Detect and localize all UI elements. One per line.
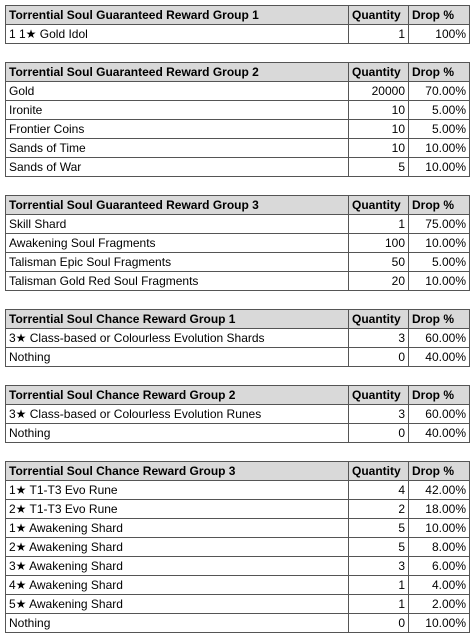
item-quantity: 1 — [349, 595, 409, 614]
item-name: 2★ T1-T3 Evo Rune — [6, 500, 349, 519]
item-name: Skill Shard — [6, 215, 349, 234]
drop-header: Drop % — [409, 196, 470, 215]
quantity-header: Quantity — [349, 63, 409, 82]
item-quantity: 5 — [349, 538, 409, 557]
item-name: Gold — [6, 82, 349, 101]
reward-table-guaranteed-3 — [5, 195, 470, 291]
item-name: Nothing — [6, 348, 349, 367]
table-row — [6, 272, 470, 291]
table-header-row — [6, 310, 470, 329]
table-row — [6, 234, 470, 253]
reward-table-chance-2 — [5, 385, 470, 443]
item-name: Awakening Soul Fragments — [6, 234, 349, 253]
item-name: 3★ Class-based or Colourless Evolution Runes — [6, 405, 349, 424]
item-name: 3★ Awakening Shard — [6, 557, 349, 576]
item-quantity: 3 — [349, 405, 409, 424]
quantity-header: Quantity — [349, 310, 409, 329]
item-name: 5★ Awakening Shard — [6, 595, 349, 614]
table-header-row — [6, 63, 470, 82]
drop-header: Drop % — [409, 386, 470, 405]
item-quantity: 20 — [349, 272, 409, 291]
item-quantity: 1 — [349, 215, 409, 234]
item-name: 2★ Awakening Shard — [6, 538, 349, 557]
table-row — [6, 120, 470, 139]
item-quantity: 4 — [349, 481, 409, 500]
table-header-row — [6, 6, 470, 25]
item-quantity: 0 — [349, 424, 409, 443]
item-drop-rate: 70.00% — [409, 82, 470, 101]
item-drop-rate: 10.00% — [409, 272, 470, 291]
item-quantity: 20000 — [349, 82, 409, 101]
table-row — [6, 348, 470, 367]
item-quantity: 5 — [349, 519, 409, 538]
item-drop-rate: 5.00% — [409, 253, 470, 272]
item-name: Nothing — [6, 424, 349, 443]
item-drop-rate: 10.00% — [409, 614, 470, 633]
item-drop-rate: 18.00% — [409, 500, 470, 519]
table-row — [6, 253, 470, 272]
table-row — [6, 595, 470, 614]
item-drop-rate: 10.00% — [409, 519, 470, 538]
table-row — [6, 481, 470, 500]
table-title: Torrential Soul Chance Reward Group 1 — [6, 310, 349, 329]
item-quantity: 3 — [349, 329, 409, 348]
item-drop-rate: 4.00% — [409, 576, 470, 595]
item-name: 1★ Awakening Shard — [6, 519, 349, 538]
item-drop-rate: 100% — [409, 25, 470, 44]
item-drop-rate: 10.00% — [409, 139, 470, 158]
item-quantity: 1 — [349, 576, 409, 595]
item-quantity: 10 — [349, 120, 409, 139]
drop-header: Drop % — [409, 310, 470, 329]
item-name: Talisman Gold Red Soul Fragments — [6, 272, 349, 291]
item-drop-rate: 40.00% — [409, 424, 470, 443]
item-name: 1★ T1-T3 Evo Rune — [6, 481, 349, 500]
item-drop-rate: 42.00% — [409, 481, 470, 500]
item-name: 1 1★ Gold Idol — [6, 25, 349, 44]
table-title: Torrential Soul Guaranteed Reward Group 2 — [6, 63, 349, 82]
drop-header: Drop % — [409, 63, 470, 82]
item-quantity: 3 — [349, 557, 409, 576]
drop-header: Drop % — [409, 6, 470, 25]
table-row — [6, 557, 470, 576]
reward-table-chance-1 — [5, 309, 470, 367]
item-name: Sands of War — [6, 158, 349, 177]
table-row — [6, 519, 470, 538]
table-row — [6, 82, 470, 101]
table-row — [6, 538, 470, 557]
item-drop-rate: 2.00% — [409, 595, 470, 614]
item-quantity: 10 — [349, 139, 409, 158]
table-row — [6, 405, 470, 424]
quantity-header: Quantity — [349, 462, 409, 481]
table-row — [6, 614, 470, 633]
table-row — [6, 329, 470, 348]
table-header-row — [6, 386, 470, 405]
item-name: Ironite — [6, 101, 349, 120]
item-drop-rate: 5.00% — [409, 120, 470, 139]
quantity-header: Quantity — [349, 196, 409, 215]
table-header-row — [6, 462, 470, 481]
item-quantity: 5 — [349, 158, 409, 177]
item-drop-rate: 75.00% — [409, 215, 470, 234]
item-quantity: 100 — [349, 234, 409, 253]
item-drop-rate: 5.00% — [409, 101, 470, 120]
item-quantity: 1 — [349, 25, 409, 44]
item-name: Talisman Epic Soul Fragments — [6, 253, 349, 272]
item-quantity: 2 — [349, 500, 409, 519]
table-row — [6, 101, 470, 120]
quantity-header: Quantity — [349, 386, 409, 405]
reward-table-chance-3 — [5, 461, 470, 633]
item-drop-rate: 8.00% — [409, 538, 470, 557]
table-title: Torrential Soul Guaranteed Reward Group 3 — [6, 196, 349, 215]
item-name: Nothing — [6, 614, 349, 633]
table-row — [6, 139, 470, 158]
reward-table-guaranteed-2 — [5, 62, 470, 177]
item-quantity: 0 — [349, 348, 409, 367]
item-drop-rate: 6.00% — [409, 557, 470, 576]
table-row — [6, 500, 470, 519]
table-title: Torrential Soul Chance Reward Group 2 — [6, 386, 349, 405]
table-row — [6, 25, 470, 44]
item-drop-rate: 60.00% — [409, 329, 470, 348]
item-quantity: 50 — [349, 253, 409, 272]
item-drop-rate: 60.00% — [409, 405, 470, 424]
item-drop-rate: 10.00% — [409, 234, 470, 253]
table-title: Torrential Soul Guaranteed Reward Group 1 — [6, 6, 349, 25]
item-drop-rate: 10.00% — [409, 158, 470, 177]
table-title: Torrential Soul Chance Reward Group 3 — [6, 462, 349, 481]
item-quantity: 10 — [349, 101, 409, 120]
table-row — [6, 158, 470, 177]
item-quantity: 0 — [349, 614, 409, 633]
item-drop-rate: 40.00% — [409, 348, 470, 367]
quantity-header: Quantity — [349, 6, 409, 25]
table-header-row — [6, 196, 470, 215]
item-name: Sands of Time — [6, 139, 349, 158]
reward-table-guaranteed-1 — [5, 5, 470, 44]
table-row — [6, 215, 470, 234]
table-row — [6, 576, 470, 595]
table-row — [6, 424, 470, 443]
item-name: Frontier Coins — [6, 120, 349, 139]
item-name: 3★ Class-based or Colourless Evolution Shards — [6, 329, 349, 348]
drop-header: Drop % — [409, 462, 470, 481]
item-name: 4★ Awakening Shard — [6, 576, 349, 595]
